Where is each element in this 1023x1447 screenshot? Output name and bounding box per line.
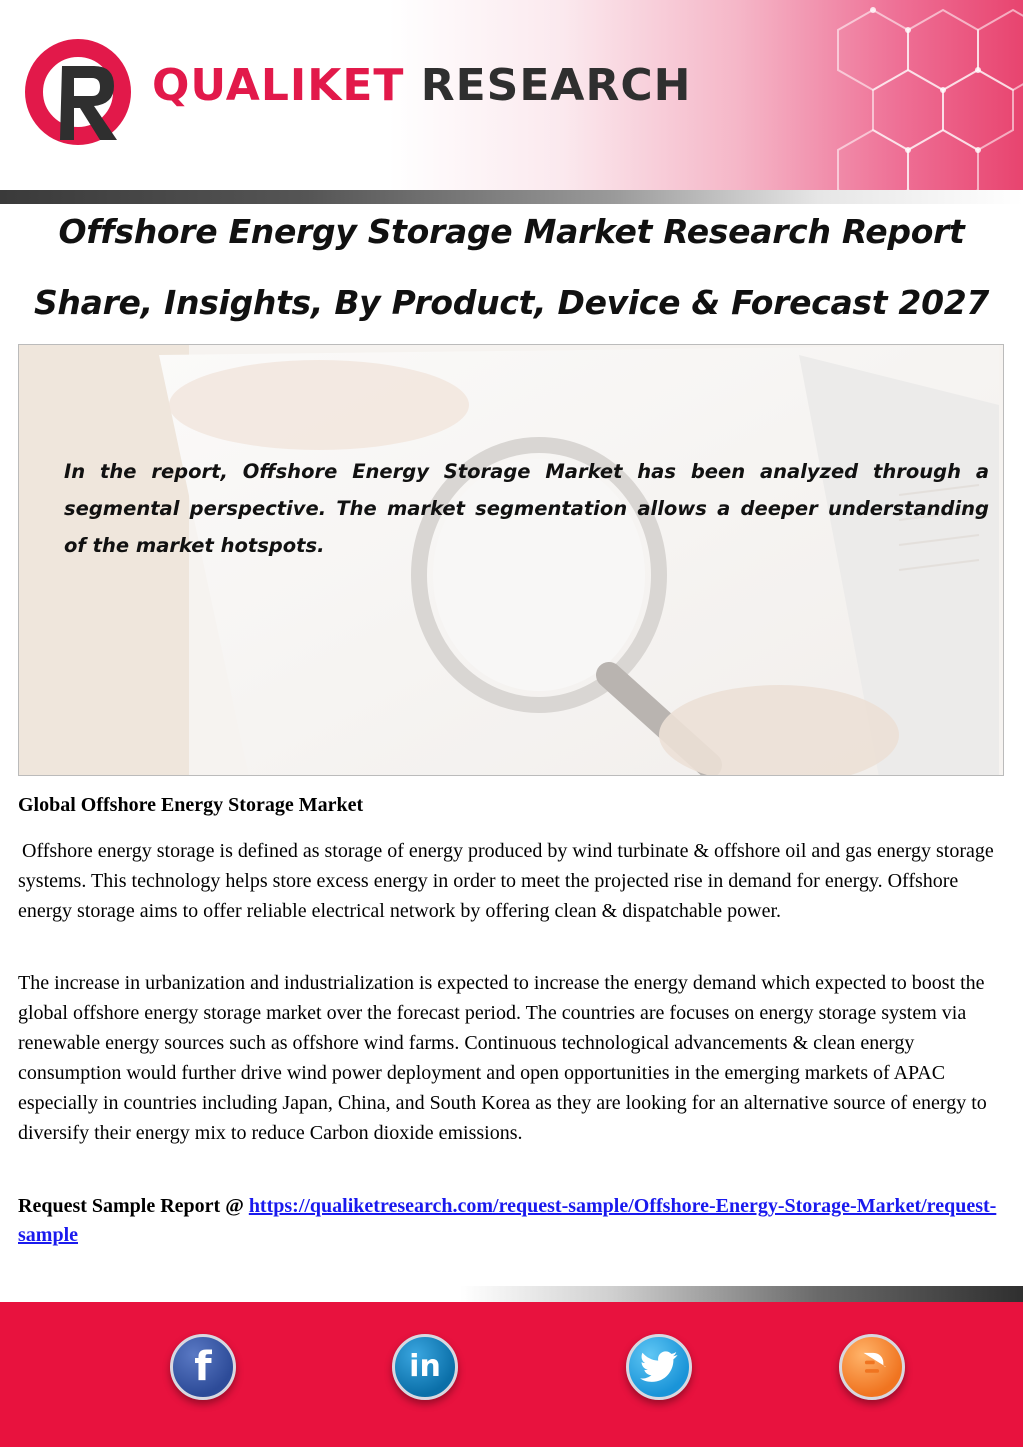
page-footer bbox=[0, 1302, 1023, 1447]
qualiket-logo-icon bbox=[22, 36, 140, 154]
brand-name-part1: QUALIKET bbox=[152, 60, 405, 111]
linkedin-button[interactable] bbox=[392, 1334, 458, 1400]
page-header bbox=[0, 0, 1023, 190]
request-sample-link[interactable]: https://qualiketresearch.com/request-sample/Offshore-Energy-Storage-Market/request-sample bbox=[18, 1195, 997, 1246]
section-heading: Global Offshore Energy Storage Market bbox=[18, 794, 364, 816]
twitter-icon bbox=[640, 1351, 678, 1383]
paragraph-definition: Offshore energy storage is defined as storage of energy produced by wind turbinate & offshore oil and gas energy storage systems. This technology helps store excess energy in order to meet the projected rise in demand for energy. Offshore energy storage aims to offer reliable electrical network by offering clean & dispatchable power. bbox=[18, 840, 994, 922]
twitter-button[interactable] bbox=[626, 1334, 692, 1400]
hero-summary-text: In the report, Offshore Energy Storage Market has been analyzed through a segmental perspective. The market segmentation allows a deeper understanding of the market hotspots. bbox=[64, 460, 989, 557]
footer-divider bbox=[0, 1286, 1023, 1302]
facebook-icon: f bbox=[194, 1344, 212, 1390]
hero-image bbox=[18, 344, 1004, 776]
facebook-button[interactable] bbox=[170, 1334, 236, 1400]
report-title-line1: Offshore Energy Storage Market Research Report bbox=[58, 212, 965, 251]
blogger-button[interactable] bbox=[839, 1334, 905, 1400]
report-title-line2: Share, Insights, By Product, Device & Forecast 2027 bbox=[33, 283, 990, 322]
brand-name-part2: RESEARCH bbox=[420, 60, 692, 111]
request-sample-line bbox=[18, 1192, 1008, 1250]
hexagon-pattern bbox=[723, 0, 1023, 190]
linkedin-icon: in bbox=[409, 1349, 441, 1384]
brand-name bbox=[152, 60, 692, 111]
header-divider bbox=[0, 190, 1023, 204]
blogger-icon bbox=[855, 1350, 889, 1384]
request-sample-label: Request Sample Report @ bbox=[18, 1195, 249, 1217]
paragraph-market-drivers: The increase in urbanization and industrialization is expected to increase the energy demand which expected to boost the global offshore energy storage market over the forecast period. The countries are focuses on energy storage system via renewable energy sources such as offshore wind farms. Continuous technological advancements & clean energy consumption would further drive wind power deployment and open opportunities in the emerging markets of APAC especially in countries including Japan, China, and South Korea as they are looking for an alternative source of energy to diversify their energy mix to reduce Carbon dioxide emissions. bbox=[18, 972, 987, 1144]
